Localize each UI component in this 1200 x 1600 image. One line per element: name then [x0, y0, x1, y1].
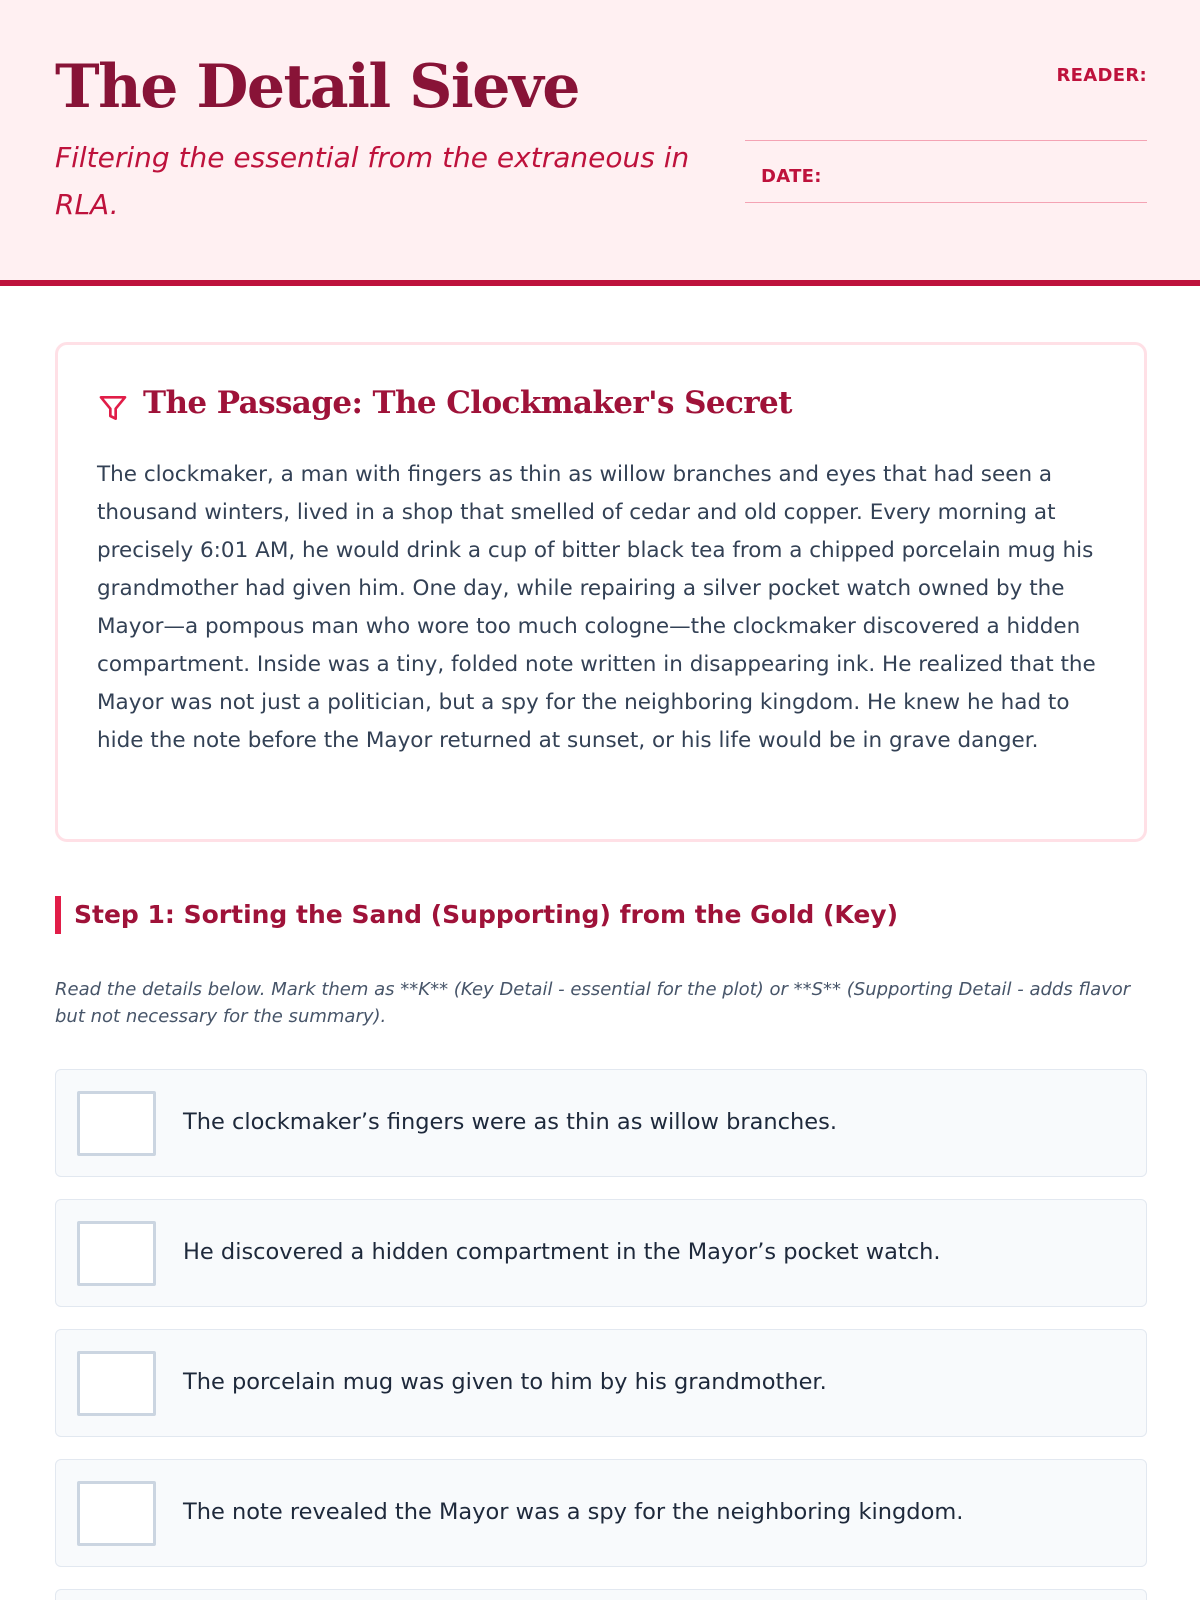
detail-item [55, 1459, 1147, 1567]
date-field[interactable] [745, 202, 1147, 203]
detail-text: He discovered a hidden compartment in the Mayor’s pocket watch. [183, 1239, 941, 1265]
detail-item [55, 1199, 1147, 1307]
passage-text: The clockmaker, a man with fingers as thin as willow branches and eyes that had seen a thousand winters, lived in a shop that smelled of cedar and old copper. Every morning at precisely 6:01 AM, he would drink a cup of bitter black tea from a chipped porcelain mug his grandmother had given him. One day, while repairing a silver pocket watch owned by the Mayor—a pompous man who wore too much cologne—the clockmaker discovered a hidden compartment. Inside was a tiny, folded note written in disappearing ink. He realized that the Mayor was not just a politician, but a spy for the neighboring kingdom. He knew he had to hide the note before the Mayor returned at sunset, or his life would be in grave danger. [97, 462, 1096, 753]
detail-item-partial [55, 1589, 1147, 1600]
page-title: The Detail Sieve [55, 52, 579, 122]
answer-box[interactable] [77, 1221, 156, 1286]
detail-text: The porcelain mug was given to him by his grandmother. [183, 1369, 827, 1395]
worksheet-header [0, 0, 1200, 286]
detail-item [55, 1069, 1147, 1177]
filter-icon [97, 392, 129, 424]
answer-box[interactable] [77, 1091, 156, 1156]
step-accent-bar [55, 896, 61, 934]
answer-box[interactable] [77, 1351, 156, 1416]
step-1-instructions: Read the details below. Mark them as **K** (Key Detail - essential for the plot) or **S** (Supporting Detail - adds flavor but not necessary for the summary). [55, 979, 1131, 1027]
page-subtitle: Filtering the essential from the extraneous in RLA. [55, 141, 690, 221]
detail-item [55, 1329, 1147, 1437]
detail-text: The note revealed the Mayor was a spy for the neighboring kingdom. [183, 1499, 964, 1525]
reader-label: READER: [1056, 65, 1147, 86]
passage-heading: The Passage: The Clockmaker's Secret [143, 385, 792, 421]
detail-text: The clockmaker’s fingers were as thin as willow branches. [183, 1109, 837, 1135]
answer-box[interactable] [77, 1481, 156, 1546]
date-label: DATE: [761, 166, 822, 187]
step-1-heading: Step 1: Sorting the Sand (Supporting) from the Gold (Key) [74, 900, 899, 929]
reader-field[interactable] [745, 140, 1147, 141]
